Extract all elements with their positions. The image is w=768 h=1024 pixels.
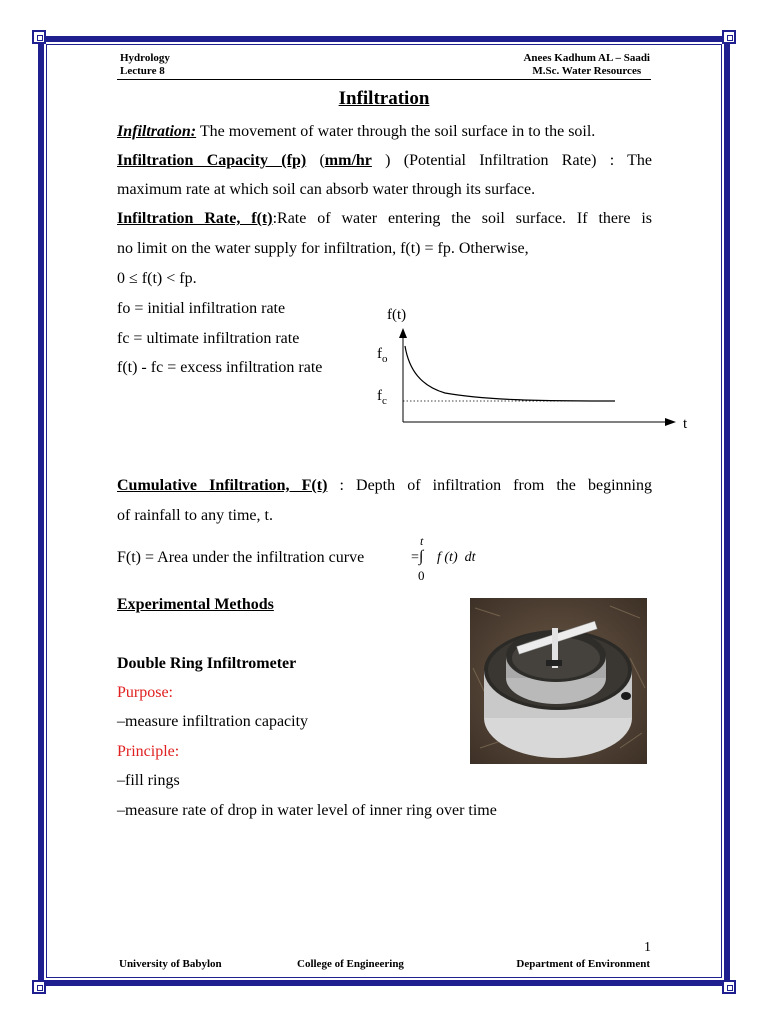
header-right <box>523 52 650 78</box>
def-infiltration-text: The movement of water through the soil surface in to the soil. <box>196 123 596 140</box>
def-rate-line3: 0 ≤ f(t) < fp. <box>117 270 197 287</box>
header-degree: M.Sc. Water Resources <box>532 65 642 77</box>
cumulative-line1 <box>117 476 652 496</box>
page-number: 1 <box>644 940 651 955</box>
infiltration-curve-diagram <box>365 300 705 440</box>
def-rate-line1 <box>117 209 652 229</box>
infiltrometer-photo <box>470 598 647 764</box>
def-capacity-rest: ) (Potential Infiltration Rate) : The <box>371 152 653 169</box>
purpose-label: Purpose: <box>117 684 173 701</box>
purpose-text: –measure infiltration capacity <box>117 713 309 730</box>
cumulative-rest: : Depth of infiltration from the beginning <box>327 477 652 494</box>
principle-item-1: –fill rings <box>117 772 180 789</box>
def-fc: fc = ultimate infiltration rate <box>117 330 300 347</box>
graph-x-arrow <box>665 418 676 426</box>
header-left <box>120 52 170 78</box>
double-ring-heading: Double Ring Infiltrometer <box>117 655 297 672</box>
principle-label: Principle: <box>117 743 180 760</box>
footer-department: Department of Environment <box>516 958 650 970</box>
def-capacity-line2: maximum rate at which soil can absorb water through its surface. <box>117 181 536 198</box>
integral-lower: 0 <box>418 568 425 583</box>
def-capacity-line1 <box>117 151 652 171</box>
cumulative-line2: of rainfall to any time, t. <box>117 507 273 524</box>
def-rate-rest: :Rate of water entering the soil surface. If there is <box>272 210 653 227</box>
integral-integrand: f (t) dt <box>437 550 476 565</box>
def-rate-line2: no limit on the water supply for infiltration, f(t) = fp. Otherwise, <box>117 240 529 257</box>
graph-fc-label: $f_c$ <box>377 388 387 407</box>
corner-ornament-tr <box>722 30 736 44</box>
integral-formula <box>411 534 531 584</box>
def-infiltration-term: Infiltration: <box>117 123 197 140</box>
corner-ornament-br <box>722 980 736 994</box>
graph-decay-curve <box>405 346 615 401</box>
graph-x-label: t <box>683 416 688 432</box>
graph-fo-label: $f_o$ <box>377 346 388 365</box>
def-capacity-paren: ( <box>306 152 325 169</box>
def-excess: f(t) - fc = excess infiltration rate <box>117 359 323 376</box>
header-author: Anees Kadhum AL – Saadi <box>523 52 650 64</box>
def-capacity-unit: mm/hr <box>324 152 372 169</box>
header-course: Hydrology <box>120 52 170 64</box>
formula-left: F(t) = Area under the infiltration curve <box>117 549 365 566</box>
principle-item-2: –measure rate of drop in water level of inner ring over time <box>117 802 497 819</box>
experimental-heading: Experimental Methods <box>117 596 274 613</box>
integral-upper: t <box>420 534 424 548</box>
corner-ornament-bl <box>32 980 46 994</box>
formula-equals: = <box>411 550 419 565</box>
def-fo: fo = initial infiltration rate <box>117 300 286 317</box>
graph-y-arrow <box>399 328 407 338</box>
def-rate-term: Infiltration Rate, f(t) <box>117 210 273 227</box>
footer-college: College of Engineering <box>297 958 404 970</box>
footer-university: University of Babylon <box>119 958 222 970</box>
graph-y-label: f(t) <box>387 307 407 323</box>
corner-ornament-tl <box>32 30 46 44</box>
def-infiltration <box>117 122 652 142</box>
integral-sign: ∫ <box>419 548 424 565</box>
cumulative-term: Cumulative Infiltration, F(t) <box>117 477 328 494</box>
page-title: Infiltration <box>338 88 430 109</box>
def-capacity-term: Infiltration Capacity (fp) <box>117 152 307 169</box>
header-rule <box>117 79 651 80</box>
header-lecture: Lecture 8 <box>120 65 165 77</box>
